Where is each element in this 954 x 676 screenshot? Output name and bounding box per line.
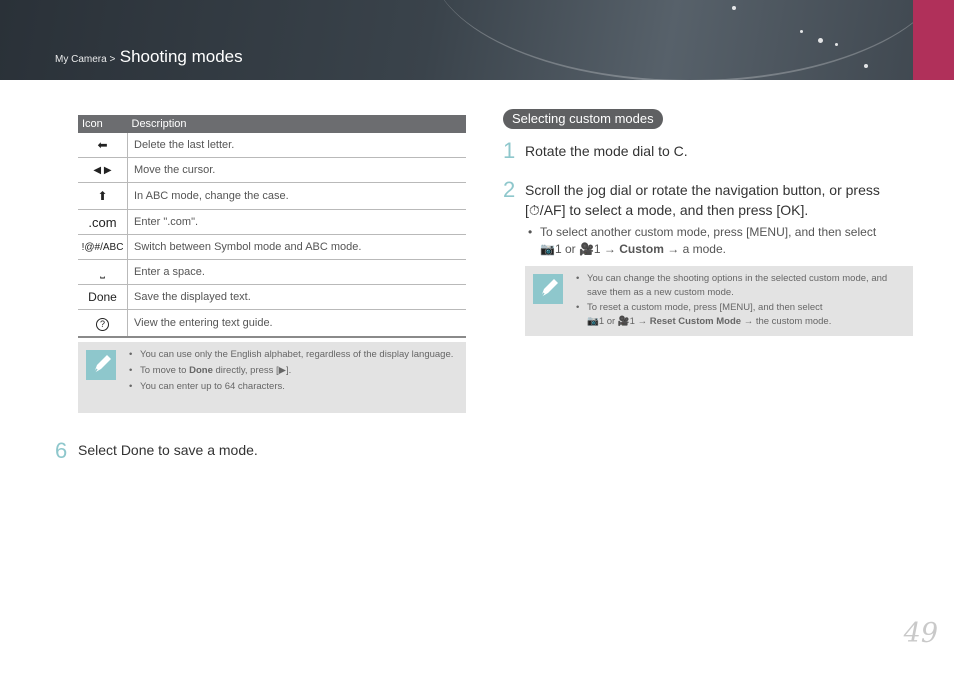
- table-row: [78, 260, 466, 285]
- table-row: [78, 210, 466, 235]
- section-title: Selecting custom modes: [503, 109, 663, 129]
- page-header: [0, 0, 954, 80]
- note-box-left: [78, 342, 466, 413]
- space-icon: ⎵: [78, 260, 128, 285]
- note-line: • To reset a custom mode, press [MENU], and then select: [587, 302, 823, 313]
- row-description: View the entering text guide.: [128, 310, 467, 338]
- row-description: Switch between Symbol mode and ABC mode.: [128, 235, 467, 260]
- step-2-substep: [528, 224, 923, 258]
- dotcom-icon: .com: [78, 210, 128, 235]
- header-sparkle: [864, 64, 868, 68]
- page-number: 49: [903, 618, 938, 649]
- row-description: Save the displayed text.: [128, 285, 467, 310]
- row-description: Delete the last letter.: [128, 133, 467, 158]
- step-text: to save a mode.: [154, 442, 258, 458]
- done-label: Done: [189, 365, 213, 376]
- step-1-text: Rotate the mode dial to C.: [525, 143, 688, 159]
- step-2-text: Scroll the jog dial or rotate the navigation button, or press [⏱/AF] to select a mode, and then press [OK].: [525, 182, 880, 218]
- substep-item: [528, 224, 923, 258]
- table-row: [78, 310, 466, 338]
- note-box-right: [525, 266, 913, 336]
- row-description: Enter a space.: [128, 260, 467, 285]
- pencil-note-icon: [533, 274, 563, 304]
- header-sparkle: [818, 38, 823, 43]
- done-key-icon: Done: [78, 285, 128, 310]
- table-row: [78, 158, 466, 183]
- substep-text: 📷1 or 🎥1 →: [540, 242, 620, 256]
- reset-custom-mode-label: Reset Custom Mode: [649, 316, 742, 327]
- note-text: 📷1 or 🎥1 →: [587, 316, 650, 327]
- step-text: Select: [78, 442, 121, 458]
- substep-text: → a mode.: [663, 242, 726, 256]
- header-decoration: [430, 0, 950, 80]
- column-header-description: Description: [128, 115, 467, 133]
- bullet: •: [528, 225, 533, 239]
- note-line: [587, 315, 906, 329]
- back-arrow-icon: ⬅: [78, 133, 128, 158]
- row-description: Enter ".com".: [128, 210, 467, 235]
- help-icon-cell: [78, 310, 128, 338]
- header-sparkle: [800, 30, 803, 33]
- substep-line: To select another custom mode, press [MENU], and then select: [540, 225, 877, 239]
- note-item: • You can use only the English alphabet, regardless of the display language.: [129, 348, 459, 362]
- icon-table: [78, 115, 466, 338]
- substep-line: [540, 241, 923, 258]
- header-accent-bar: [913, 0, 954, 80]
- up-arrow-icon: ⬆: [78, 183, 128, 210]
- note-list: [129, 348, 459, 394]
- custom-label: Custom: [619, 242, 664, 256]
- note-text: → the custom mode.: [741, 316, 832, 327]
- note-list: [576, 272, 906, 329]
- note-item: [576, 301, 906, 329]
- left-right-arrows-icon: ◀ ▶: [78, 158, 128, 183]
- note-item: • You can change the shooting options in the selected custom mode, and save them as a new custom mode.: [576, 272, 906, 300]
- note-item: • You can enter up to 64 characters.: [129, 380, 459, 394]
- page-title: Shooting modes: [119, 47, 243, 66]
- note-text: To move to: [140, 365, 190, 376]
- header-sparkle: [732, 6, 736, 10]
- table-row: [78, 285, 466, 310]
- breadcrumb: [55, 47, 243, 67]
- note-item: [129, 364, 459, 378]
- pencil-note-icon: [86, 350, 116, 380]
- column-header-icon: Icon: [78, 115, 128, 133]
- step-number: 1: [503, 138, 516, 163]
- done-label: Done: [120, 442, 155, 458]
- note-text: directly, press [▶].: [212, 365, 292, 376]
- breadcrumb-parent[interactable]: My Camera >: [55, 54, 116, 65]
- row-description: Move the cursor.: [128, 158, 467, 183]
- symbol-abc-icon: !@#/ABC: [78, 235, 128, 260]
- row-description: In ABC mode, change the case.: [128, 183, 467, 210]
- step-number: 2: [503, 177, 516, 202]
- step-6-text: [78, 440, 258, 460]
- table-row: [78, 235, 466, 260]
- step-number: 6: [55, 438, 68, 463]
- table-row: [78, 133, 466, 158]
- table-row: [78, 183, 466, 210]
- help-icon: ?: [96, 318, 109, 331]
- header-sparkle: [835, 43, 838, 46]
